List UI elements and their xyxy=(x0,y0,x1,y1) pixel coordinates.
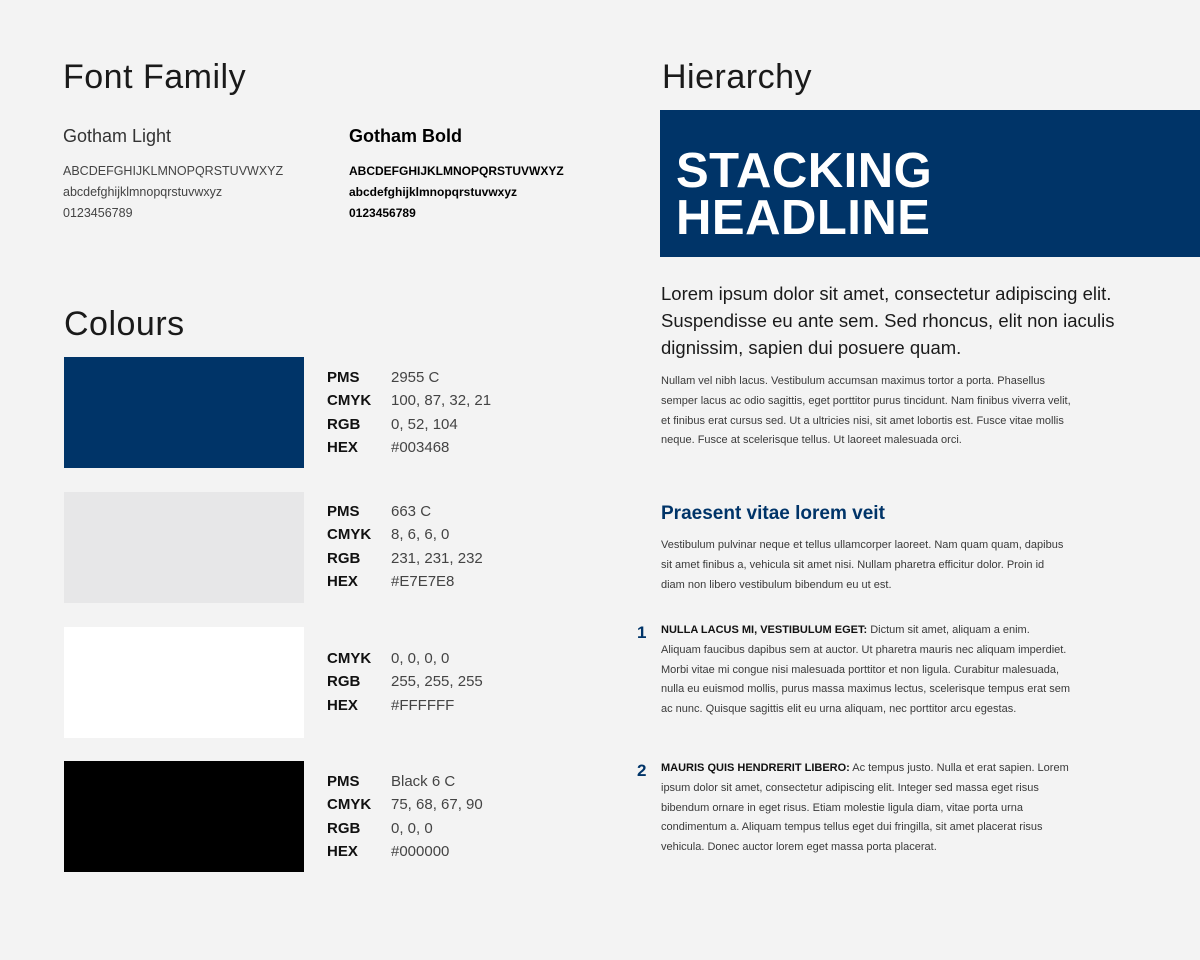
list-item-lead: MAURIS QUIS HENDRERIT LIBERO: xyxy=(661,762,850,774)
spec-value: #E7E7E8 xyxy=(391,572,455,590)
spec-label: PMS xyxy=(327,503,360,520)
spec-value: 2955 C xyxy=(391,369,440,386)
font-specimen-bold xyxy=(349,126,564,224)
body-paragraph: Nullam vel nibh lacus. Vestibulum accumsan maximus tortor a porta. Phasellus semper lacus ac odio sagittis, eget porttitor purus tincidunt. Nam finibus viverra velit, et finibus erat cursus sed. Ut a ultricies nisi, sit amet lobortis est. Fusce vitae mollis neque. Fusce at scelerisque tellus. Ut laoreet malesuada orci. xyxy=(661,375,1071,447)
font-lowercase: abcdefghijklmnopqrstuvwxyz xyxy=(63,185,223,199)
list-number: 1 xyxy=(637,623,647,642)
swatch-navy xyxy=(64,357,304,468)
spec-row-cmyk xyxy=(327,647,483,670)
spec-row-pms xyxy=(327,500,483,523)
spec-row-pms xyxy=(327,770,483,793)
spec-label: HEX xyxy=(327,696,358,714)
font-name: Gotham Light xyxy=(63,126,172,146)
spec-value: 0, 0, 0, 0 xyxy=(391,650,450,667)
swatch-black xyxy=(64,761,304,872)
spec-label: PMS xyxy=(327,773,360,790)
spec-value: Black 6 C xyxy=(391,773,456,790)
spec-value: 100, 87, 32, 21 xyxy=(391,392,492,410)
headline-line: STACKING xyxy=(676,144,933,198)
spec-value: 255, 255, 255 xyxy=(391,673,483,691)
spec-value: #FFFFFF xyxy=(391,696,455,714)
font-name: Gotham Bold xyxy=(349,126,462,146)
subheading: Praesent vitae lorem veit xyxy=(661,503,885,524)
swatch-navy-specs xyxy=(327,366,491,459)
spec-value: 0, 52, 104 xyxy=(391,415,458,433)
spec-row-rgb xyxy=(327,670,483,693)
spec-row-rgb xyxy=(327,547,483,570)
font-digits: 0123456789 xyxy=(63,206,133,220)
font-specimen-light xyxy=(63,126,283,224)
spec-row-hex xyxy=(327,436,491,459)
list-number: 2 xyxy=(637,761,647,780)
spec-row-hex xyxy=(327,570,483,593)
lead-paragraph: Lorem ipsum dolor sit amet, consectetur adipiscing elit. Suspendisse eu ante sem. Sed rhoncus, elit non iaculis dignissim, sapien dui posuere quam. xyxy=(661,283,1115,358)
spec-label: CMYK xyxy=(327,526,372,544)
hierarchy-title: Hierarchy xyxy=(662,58,812,96)
spec-label: CMYK xyxy=(327,392,372,410)
spec-label: RGB xyxy=(327,673,361,691)
spec-row-hex xyxy=(327,694,483,717)
spec-label: RGB xyxy=(327,415,361,433)
headline-line: HEADLINE xyxy=(676,191,931,245)
list-item xyxy=(661,759,1071,858)
spec-label: HEX xyxy=(327,572,358,590)
spec-row-cmyk xyxy=(327,389,491,412)
swatch-light-grey xyxy=(64,492,304,603)
spec-row-cmyk xyxy=(327,523,483,546)
spec-label: HEX xyxy=(327,842,358,860)
spec-label: RGB xyxy=(327,549,361,567)
swatch-black-specs xyxy=(327,770,483,863)
list-item xyxy=(661,621,1071,720)
spec-row-cmyk xyxy=(327,793,483,816)
font-lowercase: abcdefghijklmnopqrstuvwxyz xyxy=(349,185,518,199)
spec-label: PMS xyxy=(327,369,360,386)
spec-row-rgb xyxy=(327,817,483,840)
font-uppercase: ABCDEFGHIJKLMNOPQRSTUVWXYZ xyxy=(63,164,284,178)
spec-label: CMYK xyxy=(327,650,372,667)
sub-body-paragraph: Vestibulum pulvinar neque et tellus ullamcorper laoreet. Nam quam quam, dapibus sit amet finibus a, vehicula sit amet nisi. Nullam pharetra efficitur dolor. Proin id diam non libero vestibulum bibendum eu ut est. xyxy=(661,539,1064,591)
spec-label: HEX xyxy=(327,438,358,456)
spec-value: 231, 231, 232 xyxy=(391,549,483,567)
spec-value: 75, 68, 67, 90 xyxy=(391,796,483,814)
font-family-title: Font Family xyxy=(63,58,247,96)
list-item-text: Dictum sit amet, aliquam a enim. Aliquam faucibus dapibus sem at auctor. Ut pharetra mauris nec aliquam imperdiet. Morbi vitae mi congue nisi malesuada porttitor et non ligula. Curabitur malesuada, nulla eu euismod mollis, purus massa maximus lectus, scelerisque tempus erat sem ac nunc. Quisque sagittis elit eu urna aliquam, nec porttitor arcu egestas. xyxy=(661,624,1070,716)
swatch-white-specs xyxy=(327,647,483,717)
spec-value: #000000 xyxy=(391,842,450,860)
spec-row-rgb xyxy=(327,413,491,436)
swatch-white xyxy=(64,627,304,738)
spec-label: CMYK xyxy=(327,796,372,814)
spec-value: 663 C xyxy=(391,503,432,520)
spec-row-pms xyxy=(327,366,491,389)
font-digits: 0123456789 xyxy=(349,206,416,220)
spec-value: 0, 0, 0 xyxy=(391,819,433,837)
spec-row-hex xyxy=(327,840,483,863)
list-item-lead: NULLA LACUS MI, VESTIBULUM EGET: xyxy=(661,624,868,636)
colours-title: Colours xyxy=(64,305,185,343)
swatch-light-grey-specs xyxy=(327,500,483,593)
spec-label: RGB xyxy=(327,819,361,837)
list-item-text: Ac tempus justo. Nulla et erat sapien. Lorem ipsum dolor sit amet, consectetur adipiscing elit. Integer sed massa eget risus bibendum ornare in eget risus. Etiam molestie ligula diam, vitae porta urna condimentum a. Aliquam tempus tellus eget dui fringilla, sit amet placerat risus vehicula. Donec auctor lorem eget massa porta placerat. xyxy=(661,762,1069,854)
spec-value: #003468 xyxy=(391,438,450,456)
spec-value: 8, 6, 6, 0 xyxy=(391,526,450,544)
stacking-headline-block xyxy=(660,110,1200,257)
font-uppercase: ABCDEFGHIJKLMNOPQRSTUVWXYZ xyxy=(349,164,564,178)
